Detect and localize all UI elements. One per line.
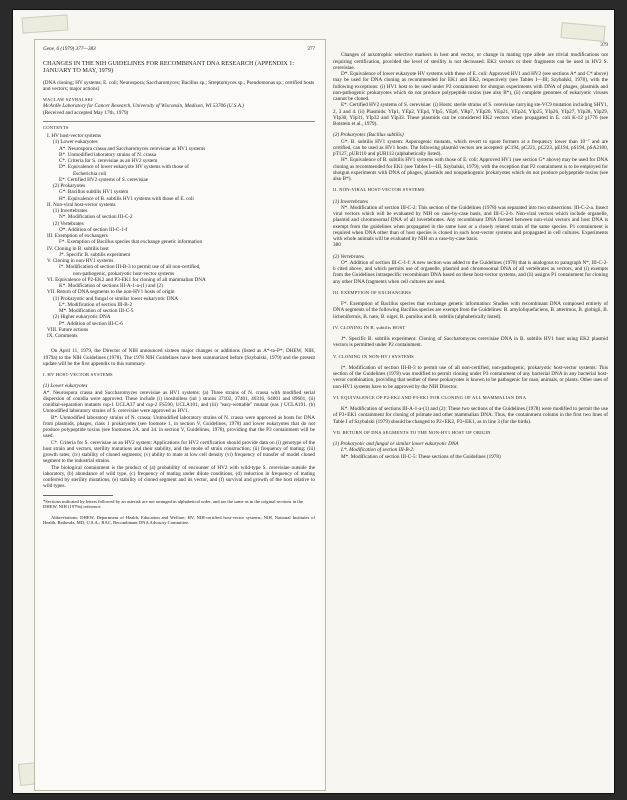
toc-entry: III. Exemption of exchangers (47, 233, 108, 240)
toc-entry: L*. Modification of section III-B-2 (59, 301, 133, 308)
toc-entry: I*. Modification of section III-B-3 to permit use of all non-certified, (59, 264, 201, 271)
section-heading: IV. CLONING IN B. subtilis HOST (333, 324, 406, 330)
toc-entry: B*. Unmodified laboratory strains of N. crassa (59, 151, 157, 158)
toc-entry: O*. Addition of section III-C-1-f (59, 226, 128, 233)
section-n-text: N*. Modification of section III-C-2: This section of the Guidelines (1978) was separated into two subsections: III-C-2-a. Insect viral vectors which will be evaluated by NIH on case-by-case basis, and III-C-2-b. Non-viral vectors which include organelle, plasmid and chromosomal DNA of all invertebrates. Any recombinant DNA formed between non-viral vectors and host DNA is exempt from the guidelines when propagated in the same host or a closely related strain of the same species. P1 containment is required when DNA other than of host species is cloned in such host-vector systems and propagated in cell cultures. Experiments with whole animals will be evaluated by NIH on a case-by-case basis. (333, 204, 608, 242)
subsection-heading: (2) Vertebrates (333, 253, 364, 260)
toc-entry: H*. Equivalence of B. subtilis HV1 systems with those of E. coli (59, 195, 194, 202)
section-i-text: I*. Modification of section III-B-3 to permit use of all non-certified, non-pathogenic, prokaryotic host-vector systems: This section of the Guidelines (1978) was modified to permit cloning under P3 containment of any bacterial DNA in any bacterial host-vector combination, providing that neither of these prokaryotes is known to be pathogenic for man, animals, or plants. Other uses of non-HV1 systems have to be approved by the NIH Director. (333, 364, 608, 390)
subsection-title: (2) Prokaryotes (333, 132, 366, 139)
section-j-text: J*. Specific B. subtilis experiment: Cloning of Saccharomyces cerevisiae DNA in B. subtilis HV1 host using EK2 plasmid vectors is permitted under P2 containment. (333, 336, 608, 349)
toc-entry: IX. Comments (47, 333, 78, 340)
toc-entry: VII. Return of DNA segments to the non-HV1 hosts of origin (47, 289, 175, 296)
left-header (43, 46, 315, 52)
toc-entry: F*. Exemption of Bacillus species that exchange genetic information (59, 239, 203, 246)
toc-entry: I. HV host-vector systems (47, 133, 102, 140)
contents-heading: CONTENTS (43, 124, 69, 130)
page-number-right: 379 (600, 42, 608, 48)
toc-entry: IV. Cloning in B. subtilis host (47, 245, 109, 252)
section-heading: II. NON-VIRAL HOST-VECTOR SYSTEMS (333, 187, 425, 193)
section-c-text: C*. Criteria for S. cerevisiae as an HV2 system: Applications for HV2 certification should provide data on (i) genotype of the host strain and vectors, sterility mutations and their stability, and the mode of strain construction; (ii) frequency of mating; (iii) growth rates; (iv) stability of cloned segments; (v) ability to mate at low cell density (vi) frequency of transfer of model cloned segment to the industrial strains. (43, 439, 315, 465)
section-o-text: O*. Addition of section III-C-1-f: A new section was added to the Guidelines (1978) that is analogous to paragraph N*, III-C-2-b cited above, and which permits use of organelle, plasmid and chromosomal DNA of all vertebrates as vectors, and (i) exempts from the Guidelines intraspecific recombinant DNA based on these host-vector systems, and (ii) assigns P1 containment for cloning any other DNA fragments when cell cultures are used. (333, 259, 608, 285)
section-k-text: K*. Modification of sections III-A-1-a-(1) and (2): These two sections of the Guidelines (1978) were modified to permit the use of P3+EK1 containment for cloning of primate and other mammalian DNA. Thus, the containment column in the first two lines of Table I of Szybalski (1979) should be changed to P2+EK2, P3+EK1, as in line 3 (for the birds). (333, 406, 608, 425)
table-of-contents (43, 133, 315, 339)
section-l-text: L*. Modification of section III-B-2: (341, 447, 415, 454)
journal-citation: Gene, 6 (1979) 377—383 (43, 46, 96, 52)
toc-entry: N*. Modification of section III-C-2 (59, 214, 133, 221)
subsection-organism: (Bacillus subtilis) (366, 132, 404, 139)
abbreviations: Abbreviations: DHEW, Department of Health, Education and Welfare; HV, NIH-certified host-vector systems; NIH, National Institutes of Health, Bethesda, MD, U.S.A.; RAC, Recombinant DNA Advisory Committee. (43, 514, 315, 526)
toc-entry: non-pathogenic, prokaryotic host-vector systems (73, 270, 175, 277)
section-m-text: M*. Modification of section III-C-5: These sections of the Guidelines (1978) (341, 453, 501, 460)
section-e-text: E*. Certified HV2 systems of S. cerevisiae: (i) Hosts: sterile strains of S. cerevisiae carrying ste-VC9 mutation including SHY1, 2, 3 and 4. (ii) Plasmids: YIp1, YEp2, YEp4, YIp5, YEp6, YRp7, YEp20, YEp21, YEp24, YIp25, YIp26, YIp27, YIp28, YIp29, YIp30, YIp31, YIp32 and YIp33. These plasmids can be considered EK2 vectors when propagated in E. coli K-12 χ1776 (see Botstein et al., 1979). (333, 102, 608, 127)
subsection-heading: (1) Invertebrates (333, 198, 369, 205)
toc-entry: (2) Prokaryotes (53, 183, 86, 190)
toc-entry: Escherichia coli (73, 170, 107, 177)
keywords: (DNA cloning; HV systems; E. coli; Neurospora; Saccharomyces; Bacillus sp.; Streptomyces sp.; Pseudomonas sp.; certified hosts and vectors; major actions) (43, 79, 315, 92)
author: WACLAW SZYBALSKI (43, 97, 93, 103)
tape-top-left (21, 14, 68, 33)
toc-entry: K*. Modification of sections III-A-1-a-(1) and (2) (59, 283, 163, 290)
subsection-heading: (1) Lower eukaryotes (43, 383, 88, 390)
toc-entry: VIII. Future actions (47, 326, 89, 333)
intro-paragraph: On April 11, 1979, the Director of NIH announced sixteen major changes or additions (listed as A*-to-P*; DHEW, NIH, 1979a) to the NIH Guidelines (1978). The 1978 NIH Guidelines have been summarized before (Szybalski, 1979) and the present update will be the first appendix to this summary. (43, 348, 315, 367)
toc-entry: M*. Modification of section III-C-5 (59, 308, 134, 315)
toc-entry: A*. Neurospora crassa and Saccharomyces cerevisiae as HV1 systems (59, 145, 206, 152)
right-paragraph: Changes of auxotrophic selective markers in host and vector, or change in mating type allele are trivial modifications not requiring certification, provided the level of sterility is not decreased. EK2 vectors or their fragments can be used in HV2 S. cerevisiae. (333, 52, 608, 71)
section-f-text: F*. Exemption of Bacillus species that exchange genetic information: Studies with recombinant DNA composed entirely of DNA segments of the following Bacillus species are exempt from the Guidelines: B. amyloliquefaciens, B. atterimus, B. globigii, B. licheniformis, B. nato, B. niger, B. pumilus and B. subtilis (alphabetically listed). (333, 301, 608, 320)
toc-entry: VI. Equivalence of P2-EK2 and P3-EK1 for cloning of all mammalian DNA (47, 276, 206, 283)
left-column (43, 46, 315, 526)
page-number-left: 377 (307, 46, 315, 52)
section-heading: VI. EQUIVALENCE OF P2-EK2 AND P3-EK1 FOR CLONING OF ALL MAMMALIAN DNA (333, 394, 527, 400)
section-heading: III. EXEMPTION OF EXCHANGERS (333, 289, 412, 295)
subsection-heading: (1) Prokaryotic and fungal or similar lower eukaryotic DNA (333, 441, 459, 447)
toc-entry: V. Cloning in non-HV1 systems (47, 258, 114, 265)
article-title: CHANGES IN THE NIH GUIDELINES FOR RECOMBINANT DNA RESEARCH (APPENDIX 1: JANUARY TO MAY, 1979) (43, 60, 295, 75)
received-date: (Received and accepted May 17th, 1979) (43, 109, 129, 116)
section-h-text: H*. Equivalence of B. subtilis HV1 systems with those of E. coli: Approved HV1 (see section G* above) may be used for DNA cloning as recommended for EK1 (see Tables I—III, Szybalski, 1979), with the exception that P2 containment is to be employed for shotgun experiments with DNA of phages, plasmids and nonpathogenic prokaryotes which do not produce polypeptide toxins (see also B*). (333, 157, 608, 182)
section-c-text-2: The biological containment is the product of (a) probability of encounter of HV2 with wild-type S. cerevisiae outside the laboratory, (b) abundance of wild type, (c) frequency of mating under dilute conditions, (d) reduction in frequency of mating conferred by sterility mutations, (e) stability of cloned segment and its vector, and (f) survival and growth of the host relative to wild types. (43, 464, 315, 490)
toc-entry: D*. Equivalence of lower eukaryote HV systems with those of (59, 164, 189, 171)
right-column (333, 42, 608, 460)
toc-entry: (1) Lower eukaryotes (53, 139, 98, 146)
toc-entry: (1) Invertebrates (53, 208, 88, 215)
tape-top-right (560, 22, 605, 42)
toc-entry: E*. Certified HV2 systems of S. cerevisiae (59, 176, 149, 183)
section-heading: VII. RETURN OF DNA SEGMENTS TO THE NON-HV1 HOST OF ORIGIN (333, 429, 491, 435)
toc-entry: J*. Specific B. subtilis experiment (59, 251, 131, 258)
toc-entry: (2) Higher eukaryotic DNA (53, 314, 111, 321)
footnote: *Sections indicated by letters followed by an asterisk are not arranged in alphabetical order, and are the same as in the original sections in the DHEW, NIH (1979a) reference. (43, 498, 303, 510)
affiliation: McArdle Laboratory for Cancer Research, University of Wisconsin, Madison, WI 53706 (U.S.A.) (43, 103, 244, 110)
section-b-text: B*. Unmodified laboratory strains of N. crassa: Unmodified laboratory strains of N. crassa were approved as hosts for DNA from plasmids, phages, class 1 prokaryotes (see footnote 1, in section V, Guidelines, 1978) and lower eukaryotes that do not produce polypeptide toxins (see footnotes 2A. and 34. in section V, Guidelines, 1978), providing that the P3 containment will be used. (43, 414, 315, 440)
section-heading: I. HV HOST-VECTOR SYSTEMS (43, 372, 113, 378)
toc-entry: C*. Criteria for S. cerevisiae as an HV2 system (59, 158, 158, 165)
section-a-text: A*. Neurospora crassa and Saccharomyces cerevisiae as HV1 systems: (a) Three strains of N. crassa with modified serial dispersion of conidia were approved. These include (i) inositolless (inl ) strains 37102, 37401, 46316, 64001 and 89601, (ii) conidial-separation mutants csp-1 UCLA37 and csp-2 FS590, UCLA101, and (iii) "easy-wettable" mutant (eas ) UCLA191. (b) Unmodified laboratory strains of S. cerevisiae were approved as HV1. (43, 389, 315, 415)
scanned-sheet (13, 10, 614, 793)
toc-entry: P*. Addition of section III-C-6 (59, 320, 123, 327)
section-d-text: D*. Equivalence of lower eukaryote HV systems with those of E. coli: Approved HV1 and HV2 (see sections A* and C* above) may be used for DNA cloning as recommended for EK1 and EK2, respectively (see Tables I—III; Szybalski, 1978), with the following exceptions: (i) HV1 host to be used under P2 containment for shotgun experiments with DNA of phages, plasmids and non-pathogenic prokaryotes which do not produce polypeptide toxins (see also B*), (ii) complete genomes of eukaryotic viruses cannot be cloned. (333, 71, 608, 102)
section-heading: V. CLONING IN NON-HV1 SYSTEMS (333, 353, 414, 359)
page-number-mid: 380 (333, 242, 341, 249)
toc-entry: (2) Vertebrates (53, 220, 84, 227)
toc-entry: (1) Prokaryotic and fungal or similar lower eukaryotic DNA (53, 295, 179, 302)
toc-entry: G*. Bacillus subtilis HV1 system (59, 189, 129, 196)
toc-entry: II. Non-viral host-vector systems (47, 201, 116, 208)
section-g-text: G*. B. subtilis HV1 system: Asporogenic mutants, which revert to spore formers at a frequency lower than 10⁻⁷ and are certified, can be used as HV1 hosts. The following plasmid vectors are accepted: pC194, pC221, pC223, pE194, pS194, pSA2100, pT127, pUB110 and pUB112 (alphabetically listed). (333, 138, 608, 157)
